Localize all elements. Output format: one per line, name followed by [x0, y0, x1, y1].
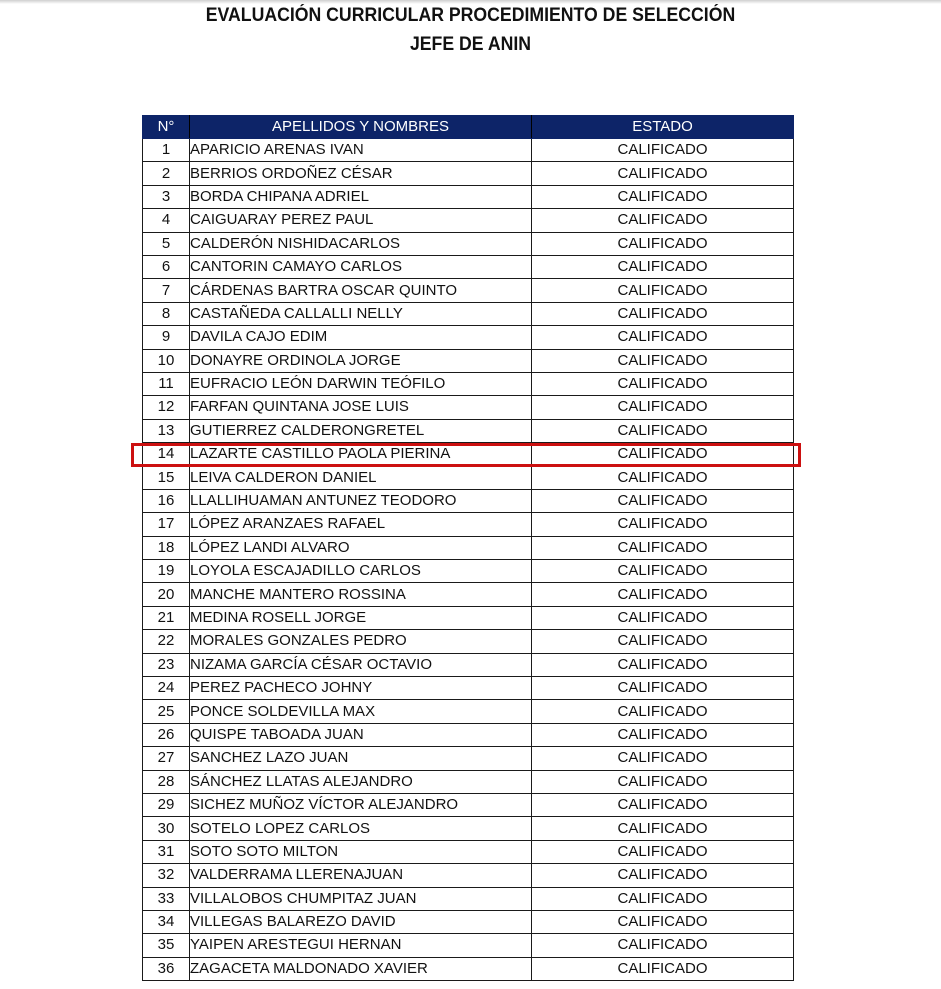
document-title: EVALUACIÓN CURRICULAR PROCEDIMIENTO DE SELECCIÓN [205, 5, 736, 26]
table-row [143, 209, 794, 232]
row-state: CALIFICADO [532, 466, 794, 489]
row-state: CALIFICADO [532, 302, 794, 325]
row-name: CASTAÑEDA CALLALLI NELLY [190, 302, 532, 325]
row-number: 31 [143, 840, 190, 863]
row-number: 3 [143, 185, 190, 208]
row-state: CALIFICADO [532, 209, 794, 232]
row-state: CALIFICADO [532, 934, 794, 957]
table-row [143, 255, 794, 278]
row-number: 1 [143, 139, 190, 162]
row-state: CALIFICADO [532, 396, 794, 419]
table-row [143, 513, 794, 536]
row-state: CALIFICADO [532, 817, 794, 840]
row-number: 20 [143, 583, 190, 606]
row-state: CALIFICADO [532, 770, 794, 793]
document-subtitle: JEFE DE ANIN [409, 34, 532, 55]
row-name: SICHEZ MUÑOZ VÍCTOR ALEJANDRO [190, 793, 532, 816]
table-row [143, 887, 794, 910]
table-row [143, 419, 794, 442]
row-state: CALIFICADO [532, 606, 794, 629]
row-state: CALIFICADO [532, 653, 794, 676]
row-name: GUTIERREZ CALDERONGRETEL [190, 419, 532, 442]
row-state: CALIFICADO [532, 489, 794, 512]
row-number: 21 [143, 606, 190, 629]
table-row [143, 747, 794, 770]
row-name: MORALES GONZALES PEDRO [190, 630, 532, 653]
row-name: CANTORIN CAMAYO CARLOS [190, 255, 532, 278]
row-state: CALIFICADO [532, 887, 794, 910]
table-row [143, 326, 794, 349]
row-state: CALIFICADO [532, 326, 794, 349]
row-number: 32 [143, 864, 190, 887]
row-number: 18 [143, 536, 190, 559]
row-state: CALIFICADO [532, 536, 794, 559]
table-row [143, 934, 794, 957]
viewer-top-edge [0, 0, 941, 4]
row-name: YAIPEN ARESTEGUI HERNAN [190, 934, 532, 957]
row-name: BORDA CHIPANA ADRIEL [190, 185, 532, 208]
row-number: 25 [143, 700, 190, 723]
row-name: LÓPEZ ARANZAES RAFAEL [190, 513, 532, 536]
table-row [143, 185, 794, 208]
table-row [143, 770, 794, 793]
row-number: 19 [143, 560, 190, 583]
row-state: CALIFICADO [532, 793, 794, 816]
table-row [143, 583, 794, 606]
row-name: ZAGACETA MALDONADO XAVIER [190, 957, 532, 980]
row-state: CALIFICADO [532, 840, 794, 863]
table-row [143, 466, 794, 489]
row-state: CALIFICADO [532, 162, 794, 185]
row-name: LLALLIHUAMAN ANTUNEZ TEODORO [190, 489, 532, 512]
table-row [143, 560, 794, 583]
row-state: CALIFICADO [532, 957, 794, 980]
table-row [143, 279, 794, 302]
row-number: 16 [143, 489, 190, 512]
row-name: VILLALOBOS CHUMPITAZ JUAN [190, 887, 532, 910]
row-name: VILLEGAS BALAREZO DAVID [190, 910, 532, 933]
row-number: 26 [143, 723, 190, 746]
row-number: 28 [143, 770, 190, 793]
table-row [143, 302, 794, 325]
row-name: NIZAMA GARCÍA CÉSAR OCTAVIO [190, 653, 532, 676]
row-name: EUFRACIO LEÓN DARWIN TEÓFILO [190, 372, 532, 395]
row-state: CALIFICADO [532, 419, 794, 442]
row-number: 6 [143, 255, 190, 278]
row-state: CALIFICADO [532, 139, 794, 162]
row-state: CALIFICADO [532, 630, 794, 653]
row-number: 29 [143, 793, 190, 816]
row-state: CALIFICADO [532, 513, 794, 536]
table-row [143, 957, 794, 980]
table-row [143, 840, 794, 863]
row-state: CALIFICADO [532, 560, 794, 583]
row-name: SOTO SOTO MILTON [190, 840, 532, 863]
row-name: LEIVA CALDERON DANIEL [190, 466, 532, 489]
row-state: CALIFICADO [532, 185, 794, 208]
table-row [143, 443, 794, 466]
row-number: 35 [143, 934, 190, 957]
row-number: 15 [143, 466, 190, 489]
row-number: 4 [143, 209, 190, 232]
table-row [143, 910, 794, 933]
row-name: FARFAN QUINTANA JOSE LUIS [190, 396, 532, 419]
table-row [143, 162, 794, 185]
row-name: LÓPEZ LANDI ALVARO [190, 536, 532, 559]
table-row [143, 349, 794, 372]
row-state: CALIFICADO [532, 255, 794, 278]
row-name: PONCE SOLDEVILLA MAX [190, 700, 532, 723]
row-state: CALIFICADO [532, 723, 794, 746]
row-number: 34 [143, 910, 190, 933]
table-row [143, 653, 794, 676]
table-body [143, 139, 794, 981]
row-state: CALIFICADO [532, 583, 794, 606]
row-name: SANCHEZ LAZO JUAN [190, 747, 532, 770]
row-name: LOYOLA ESCAJADILLO CARLOS [190, 560, 532, 583]
row-state: CALIFICADO [532, 372, 794, 395]
row-name: QUISPE TABOADA JUAN [190, 723, 532, 746]
row-number: 36 [143, 957, 190, 980]
row-name: APARICIO ARENAS IVAN [190, 139, 532, 162]
row-name: SÁNCHEZ LLATAS ALEJANDRO [190, 770, 532, 793]
table-row [143, 489, 794, 512]
row-number: 7 [143, 279, 190, 302]
row-state: CALIFICADO [532, 279, 794, 302]
row-name: CÁRDENAS BARTRA OSCAR QUINTO [190, 279, 532, 302]
row-number: 8 [143, 302, 190, 325]
row-number: 30 [143, 817, 190, 840]
row-name: CALDERÓN NISHIDACARLOS [190, 232, 532, 255]
row-number: 23 [143, 653, 190, 676]
row-number: 12 [143, 396, 190, 419]
header-name: APELLIDOS Y NOMBRES [190, 116, 532, 139]
table-row [143, 372, 794, 395]
table-row [143, 606, 794, 629]
row-state: CALIFICADO [532, 349, 794, 372]
row-name: DAVILA CAJO EDIM [190, 326, 532, 349]
row-number: 24 [143, 676, 190, 699]
row-number: 33 [143, 887, 190, 910]
row-name: DONAYRE ORDINOLA JORGE [190, 349, 532, 372]
row-state: CALIFICADO [532, 700, 794, 723]
row-name: CAIGUARAY PEREZ PAUL [190, 209, 532, 232]
header-state: ESTADO [532, 116, 794, 139]
table-row [143, 536, 794, 559]
row-number: 17 [143, 513, 190, 536]
row-state: CALIFICADO [532, 747, 794, 770]
row-name: BERRIOS ORDOÑEZ CÉSAR [190, 162, 532, 185]
row-number: 13 [143, 419, 190, 442]
table-row [143, 139, 794, 162]
table-header-row [143, 116, 794, 139]
row-state: CALIFICADO [532, 910, 794, 933]
table-row [143, 232, 794, 255]
table-row [143, 793, 794, 816]
row-number: 27 [143, 747, 190, 770]
row-number: 11 [143, 372, 190, 395]
table-row [143, 676, 794, 699]
row-name: VALDERRAMA LLERENAJUAN [190, 864, 532, 887]
row-number: 14 [143, 443, 190, 466]
row-state: CALIFICADO [532, 232, 794, 255]
table-row [143, 723, 794, 746]
row-name: MANCHE MANTERO ROSSINA [190, 583, 532, 606]
row-name: MEDINA ROSELL JORGE [190, 606, 532, 629]
table-row [143, 630, 794, 653]
row-number: 10 [143, 349, 190, 372]
row-number: 2 [143, 162, 190, 185]
row-state: CALIFICADO [532, 864, 794, 887]
table-row [143, 864, 794, 887]
row-number: 9 [143, 326, 190, 349]
row-state: CALIFICADO [532, 443, 794, 466]
header-number: N° [143, 116, 190, 139]
table-row [143, 817, 794, 840]
table-row [143, 700, 794, 723]
row-number: 22 [143, 630, 190, 653]
row-number: 5 [143, 232, 190, 255]
results-table [142, 115, 794, 981]
row-name: PEREZ PACHECO JOHNY [190, 676, 532, 699]
row-name: SOTELO LOPEZ CARLOS [190, 817, 532, 840]
row-name: LAZARTE CASTILLO PAOLA PIERINA [190, 443, 532, 466]
row-state: CALIFICADO [532, 676, 794, 699]
table-row [143, 396, 794, 419]
